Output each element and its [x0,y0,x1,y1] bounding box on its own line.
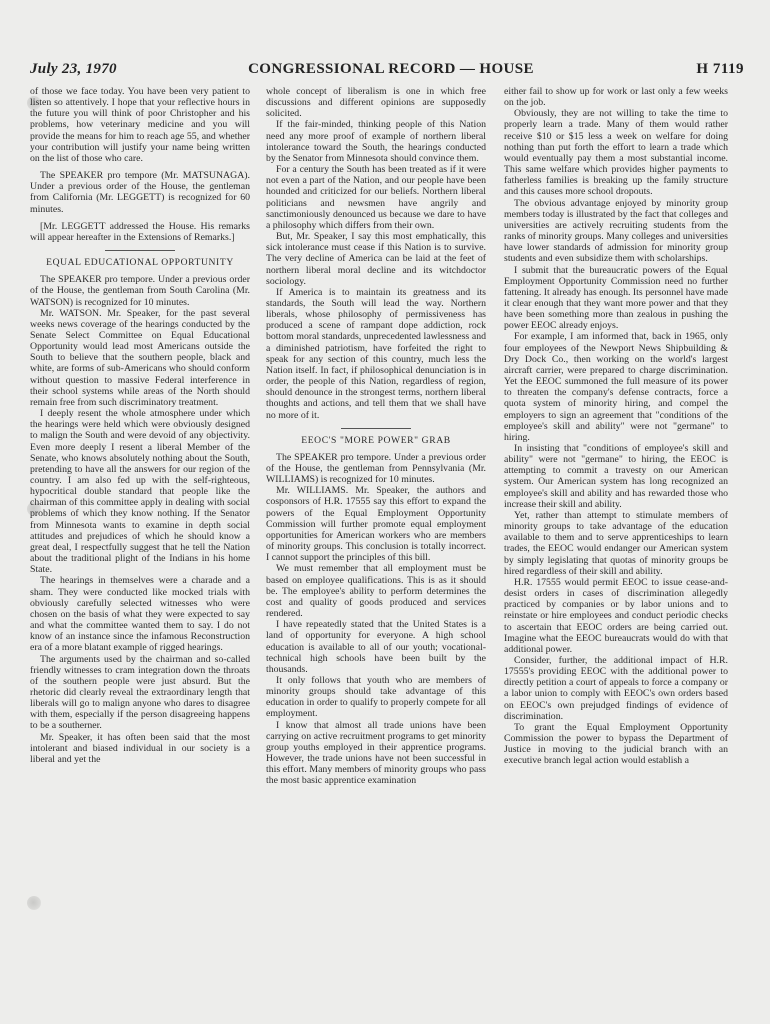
text-column-left [30,86,250,1006]
paragraph: [Mr. LEGGETT addressed the House. His remarks will appear hereafter in the Extensions of Remarks.] [30,220,250,243]
paragraph: Obviously, they are not willing to take the time to properly learn a trade. Many of them would rather receive $10 or $15 less a week on welfare for doing nothing than put forth the effort to learn a trade which would eventually pay them a most substantial income. This same welfare which provides higher payments to fatherless families is breaking up the family structure and this causes more school dropouts. [504,108,728,198]
paragraph: For a century the South has been treated as if it were not even a part of the Nation, and our people have been hounded and criticized for our beliefs. Northern liberal politicians and newsmen have angrily and sanctimoniously denounced us because we dare to have a philosophy which differs from their own. [266,164,486,231]
paragraph: But, Mr. Speaker, I say this most emphatically, this sick intolerance must cease if this Nation is to survive. The very decline of America can be laid at the feet of northern liberal moral decline and its witchdoctor sociology. [266,231,486,287]
paragraph: I deeply resent the whole atmosphere under which the hearings were held which were obviously designed to malign the South and were devoid of any objectivity. Even more deeply I resent a liberal Member of the Senate, who knows absolutely nothing about the South, pretending to have all the answers for our region of the country. I am also fed up with the self-righteous, hypocritical double standard that people like the chairman of this committee apply in dealing with social problems of which they know nothing. If the Senator from Minnesota wants to examine in depth social attitudes and prejudices of which he should know a great deal, I respectfully suggest that he tell the Nation about the traditional plight of the Indians in his home State. [30,408,250,576]
paragraph: either fail to show up for work or last only a few weeks on the job. [504,86,728,109]
header-date: July 23, 1970 [30,61,117,77]
paragraph: For example, I am informed that, back in 1965, only four employees of the Newport News Shipbuilding & Dry Dock Co., then working on the world's largest aircraft carrier, were prepared to charge discrimination. Yet the EEOC summoned the full measure of its power to threaten the company's defense contracts, force a quota system of minority hiring, and compel the employers to sign an agreement that "conditions of the employee's skill and ability" were not "germane" to hiring. [504,331,728,443]
paragraph: Mr. WILLIAMS. Mr. Speaker, the authors and cosponsors of H.R. 17555 say this effort to expand the powers of the Equal Employment Opportunity Commission will further promote equal employment opportunities for American workers who are members of minority groups. This conclusion is totally incorrect. I cannot support the principles of this bill. [266,485,486,564]
section-heading: EQUAL EDUCATIONAL OPPORTUNITY [46,257,234,269]
paragraph: The obvious advantage enjoyed by minority group members today is illustrated by the fact that colleges and universities are actively recruiting students from the ranks of minority groups. Many colleges and universities have lower standards of admission for minority group students and even subsidize them with scholarships. [504,197,728,265]
paragraph: To grant the Equal Employment Opportunity Commission the power to bypass the Department of Justice in moving to the judicial branch with an executive branch legal action would establish a [504,721,728,767]
paragraph: whole concept of liberalism is one in which free discussions and different opinions are supposedly solicited. [266,86,486,120]
paragraph: It only follows that youth who are members of minority groups should take advantage of this education in order to qualify to properly compete for all employment. [266,674,486,720]
section-divider [105,250,175,251]
text-column-right [504,86,728,1006]
header-title: CONGRESSIONAL RECORD — HOUSE [248,61,534,77]
paragraph: H.R. 17555 would permit EEOC to issue cease-and-desist orders in cases of discrimination allegedly practiced by companies or by labor unions and to reinstate or hire employees and conduct periodic checks to ascertain that EEOC orders are being carried out. Imagine what the EEOC bureaucrats would do with that additional power. [504,576,728,655]
text-column-middle [266,86,486,1006]
paragraph: Mr. WATSON. Mr. Speaker, for the past several weeks news coverage of the hearings conducted by the Senate Select Committee on Equal Educational Opportunity would lead most Americans outside the South to believe that the southern people, black and white, are forms of sub-Americans who should conform without question to massive Federal interference in their school systems while areas of the North should remain free from such discriminatory treatment. [30,307,250,408]
paragraph: I have repeatedly stated that the United States is a land of opportunity for everyone. A high school education is available to all of our youth; vocational-technical high schools have been built by the thousands. [266,619,486,675]
section-divider [341,428,411,429]
paragraph: If America is to maintain its greatness and its standards, the South will lead the way. Northern liberals, whose philosophy of permissiveness has produced a scene of rampant dope addiction, rock bottom moral standards, unprecedented lawlessness and a diminished patriotism, have forfeited the right to speak for any section of this country, much less the Nation itself. In fact, if philosophical denunciation is in order, the people of this Nation, regardless of region, should denounce in the strongest terms, northern liberal thoughts and actions, and tell them that we shall have no more of it. [266,286,486,421]
paragraph: The SPEAKER pro tempore. Under a previous order of the House, the gentleman from Pennsylvania (Mr. WILLIAMS) is recognized for 10 minutes. [266,451,486,486]
paragraph: If the fair-minded, thinking people of this Nation need any more proof of example of northern liberal intolerance toward the South, the hearings conducted by the Senator from Minnesota should convince them. [266,119,486,164]
paragraph: of those we face today. You have been very patient to listen so attentively. I hope that your reflective hours in the future you will think of poor Christopher and his problems, how veterinary medicine and you will provide the means for him to reach age 55, and whether your contribution will justify your name being written on the list of those who care. [30,86,250,164]
paragraph: Mr. Speaker, it has often been said that the most intolerant and biased individual in our society is a liberal and yet the [30,731,250,765]
paragraph: Yet, rather than attempt to stimulate members of minority groups to take advantage of the education available to them and to serve apprenticeships to learn trades, the EEOC would endanger our American system by simply legislating that quotas of minority groups be hired regardless of their skill and ability. [504,509,728,577]
running-header [30,60,744,80]
paragraph: Consider, further, the additional impact of H.R. 17555's providing EEOC with the additional power to directly petition a court of appeals to force a company or a labor union to comply with EEOC's own orders based on EEOC's own prejudged findings of evidence of discrimination. [504,654,728,722]
paragraph: The hearings in themselves were a charade and a sham. They were conducted like mocked trials with obviously carefully selected witnesses who were chosen on the basis of what they were expected to say and what the committee wanted them to say. I do not know of an instance since the infamous Reconstruction era of a more blatant example of rigged hearings. [30,575,250,654]
paragraph: The arguments used by the chairman and so-called friendly witnesses to cram integration down the throats of the southern people were just absurd. But the rhetoric did clearly reveal the extraordinary length that liberals will go to malign anyone who dares to disagree with them, especially if the person disagreeing happens to be a southerner. [30,653,250,732]
paragraph: In insisting that "conditions of employee's skill and ability" were not "germane" to hiring, the EEOC is attempting to commit a travesty on our American system. Our American system has long recognized an employee's skill and ability and has rewarded those who increase their skill and ability. [504,443,728,510]
paragraph: I know that almost all trade unions have been carrying on active recruitment programs to get minority group youths employed in their apprentice programs. However, the trade unions have not been successful in this effort. Many members of minority groups who pass the most basic apprentice examination [266,719,486,787]
paragraph: The SPEAKER pro tempore. Under a previous order of the House, the gentleman from South Carolina (Mr. WATSON) is recognized for 10 minutes. [30,274,250,308]
section-heading: EEOC'S "MORE POWER" GRAB [301,434,451,446]
paragraph: The SPEAKER pro tempore (Mr. MATSUNAGA). Under a previous order of the House, the gentleman from California (Mr. LEGGETT) is recognized for 60 minutes. [30,170,250,215]
paragraph: We must remember that all employment must be based on employee qualifications. This is as it should be. The employee's ability to perform determines the cost and quality of goods produced and services rendered. [266,563,486,620]
paragraph: I submit that the bureaucratic powers of the Equal Employment Opportunity Commission need no further fattening. It already has enough. Its personnel have made it clear enough that they want more power and that they have been something more than zealous in pushing the power EEOC already enjoys. [504,264,728,332]
header-page-number: H 7119 [696,61,744,77]
